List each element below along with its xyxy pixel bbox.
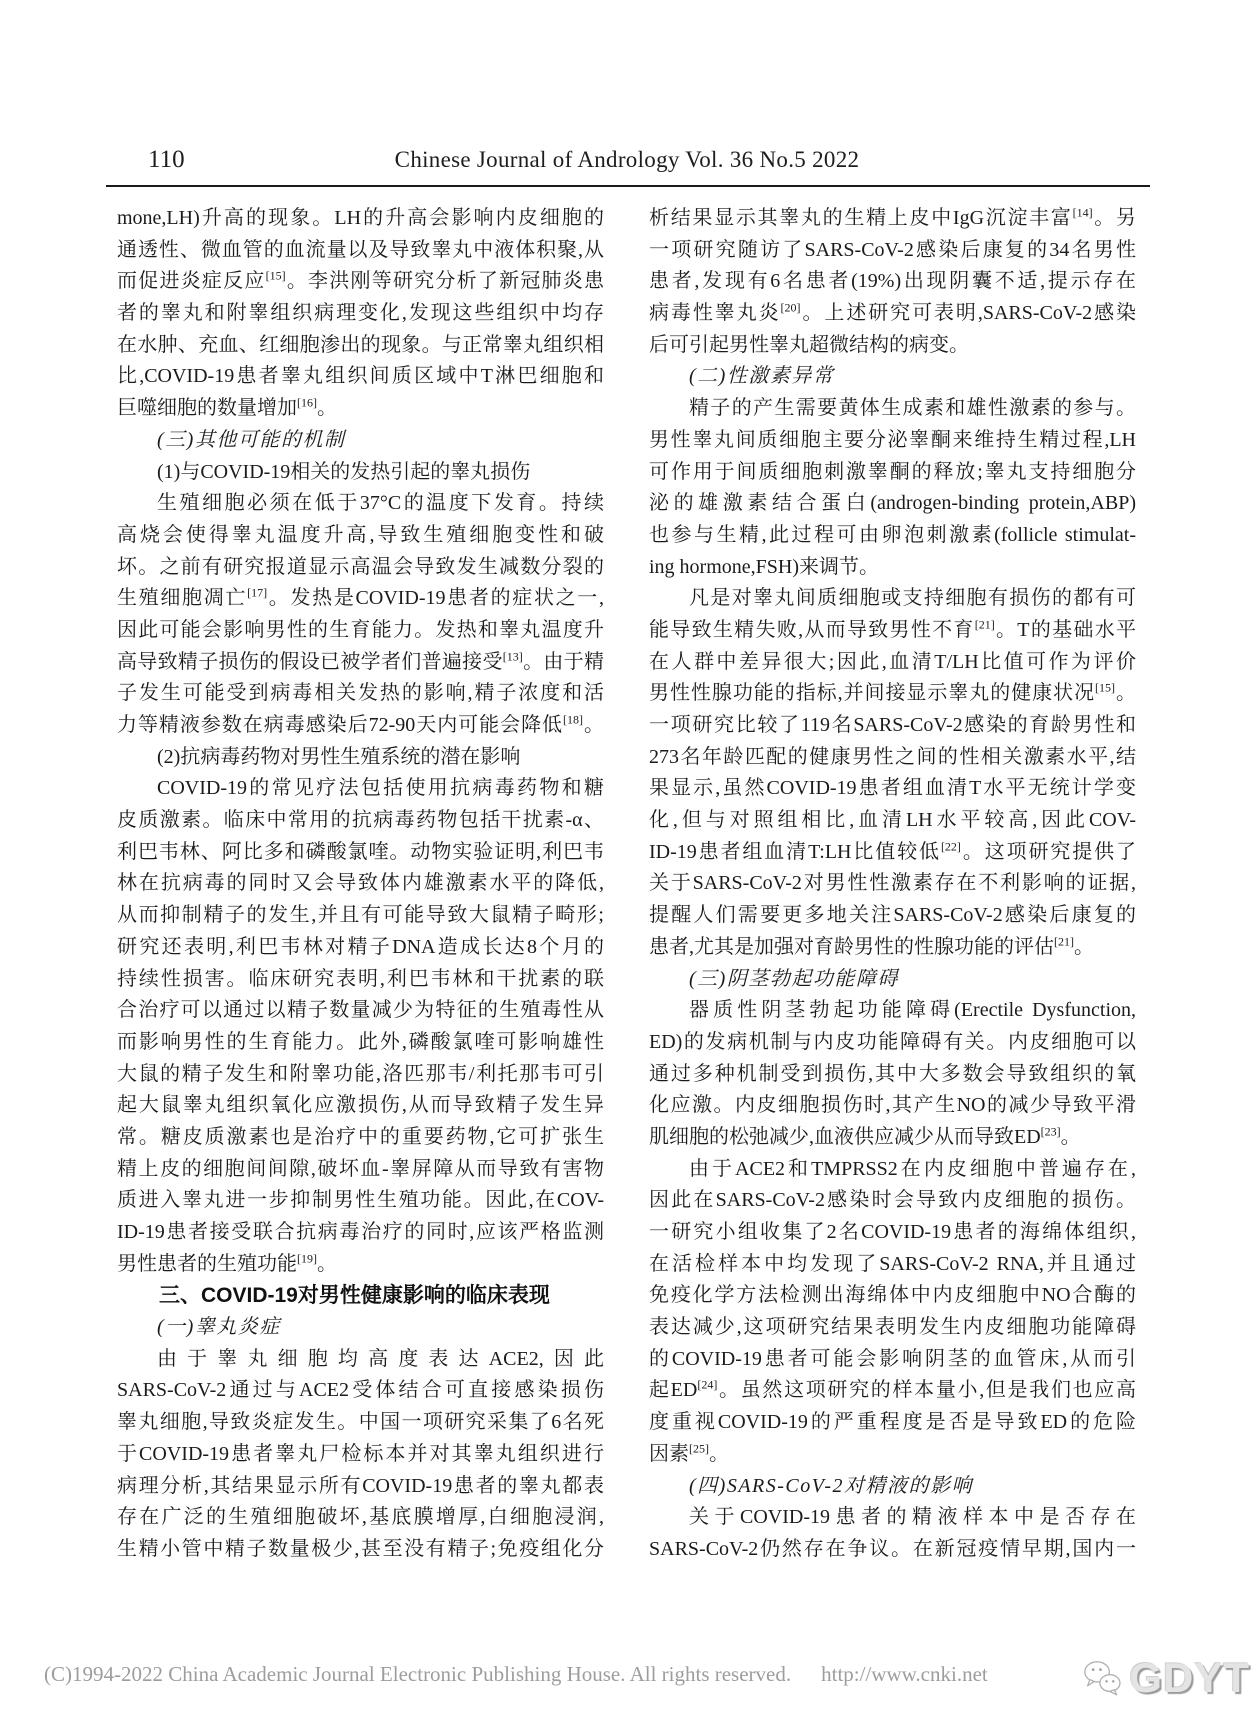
reference-marker: [24] bbox=[697, 1377, 718, 1392]
text-line: 而影响男性的生育能力。此外,磷酸氯喹可影响雄性 bbox=[117, 1030, 604, 1053]
text-line: 起大鼠睾丸组织氧化应激损伤,从而导致精子发生异 bbox=[117, 1094, 604, 1117]
text-line: 力等精液参数在病毒感染后72-90天内可能会降低[18]。 bbox=[117, 712, 604, 736]
section-heading: 三、COVID-19对男性健康影响的临床表现 bbox=[159, 1284, 550, 1308]
reference-marker: [15] bbox=[265, 268, 286, 283]
text-line: 在活检样本中均发现了SARS-CoV-2 RNA,并且通过 bbox=[649, 1252, 1136, 1275]
text-line: 通过多种机制受到损伤,其中大多数会导致组织的氧 bbox=[649, 1062, 1136, 1085]
text-line: 而促进炎症反应[15]。李洪刚等研究分析了新冠肺炎患 bbox=[117, 268, 604, 293]
text-line: 器质性阴茎勃起功能障碍(Erectile Dysfunction, bbox=[689, 999, 1136, 1022]
gdyt-logo bbox=[1082, 1634, 1250, 1722]
text-line: 一研究小组收集了2名COVID-19患者的海绵体组织, bbox=[649, 1221, 1136, 1243]
text-line: 化应激。内皮细胞损伤时,其产生NO的减少导致平滑 bbox=[649, 1094, 1136, 1117]
text-line: 析结果显示其睾丸的生精上皮中IgG沉淀丰富[14]。另 bbox=[649, 205, 1136, 229]
reference-marker: [21] bbox=[974, 617, 995, 632]
subsection-heading: (一)睾丸炎症 bbox=[157, 1316, 281, 1339]
text-line: 利巴韦林、阿比多和磷酸氯喹。动物实验证明,利巴韦 bbox=[117, 840, 604, 863]
page-number: 110 bbox=[148, 146, 185, 173]
text-line: 者的睾丸和附睾组织病理变化,发现这些组织中均存 bbox=[117, 302, 604, 325]
reference-marker: [15] bbox=[1095, 680, 1116, 695]
text-line: ID-19患者组血清T:LH比值较低[22]。这项研究提供了 bbox=[649, 839, 1136, 863]
text-line: (1)与COVID-19相关的发热引起的睾丸损伤 bbox=[157, 460, 531, 483]
text-line: 研究还表明,利巴韦林对精子DNA造成长达8个月的 bbox=[117, 935, 604, 958]
text-line: 后可引起男性睾丸超微结构的病变。 bbox=[649, 333, 969, 356]
footer-url: http://www.cnki.net bbox=[821, 1662, 988, 1686]
text-line: 皮质激素。临床中常用的抗病毒药物包括干扰素-α、 bbox=[117, 809, 604, 832]
reference-marker: [17] bbox=[247, 585, 268, 600]
text-line: 男性患者的生殖功能[19]。 bbox=[117, 1251, 337, 1275]
text-line: 巨噬细胞的数量增加[16]。 bbox=[117, 395, 337, 420]
text-line: 生殖细胞凋亡[17]。发热是COVID-19患者的症状之一, bbox=[117, 585, 604, 610]
subsection-heading: (三)阴茎勃起功能障碍 bbox=[689, 967, 899, 990]
text-line: 林在抗病毒的同时又会导致体内雄激素水平的降低, bbox=[117, 872, 604, 895]
text-line: 质进入睾丸进一步抑制男性生殖功能。因此,在COV- bbox=[117, 1189, 604, 1212]
text-line: 生精小管中精子数量极少,甚至没有精子;免疫组化分 bbox=[117, 1537, 604, 1560]
text-line: 提醒人们需要更多地关注SARS-CoV-2感染后康复的 bbox=[649, 904, 1136, 927]
text-line: 高烧会使得睾丸温度升高,导致生殖细胞变性和破 bbox=[117, 523, 604, 546]
wechat-bubbles-icon bbox=[1082, 1645, 1123, 1711]
text-line: ing hormone,FSH)来调节。 bbox=[649, 555, 879, 578]
text-line: 273名年龄匹配的健康男性之间的性相关激素水平,结 bbox=[649, 745, 1136, 768]
text-line: 患者,尤其是加强对育龄男性的性腺功能的评估[21]。 bbox=[649, 934, 1094, 958]
gdyt-logo-text: GDYT bbox=[1129, 1654, 1250, 1701]
reference-marker: [19] bbox=[297, 1251, 317, 1266]
reference-marker: [16] bbox=[297, 395, 317, 410]
text-line: SARS-CoV-2通过与ACE2受体结合可直接感染损伤 bbox=[117, 1379, 604, 1402]
text-line: 表达减少,这项研究结果表明发生内皮细胞功能障碍 bbox=[649, 1316, 1136, 1339]
reference-marker: [14] bbox=[1072, 205, 1093, 220]
text-line: 起ED[24]。虽然这项研究的样本量小,但是我们也应高 bbox=[649, 1377, 1136, 1402]
text-line: 比,COVID-19患者睾丸组织间质区域中T淋巴细胞和 bbox=[117, 365, 604, 388]
text-line: 关于SARS-CoV-2对男性性激素存在不利影响的证据, bbox=[649, 872, 1136, 895]
reference-marker: [22] bbox=[940, 839, 961, 854]
text-line: 由于ACE2和TMPRSS2在内皮细胞中普遍存在, bbox=[689, 1157, 1136, 1180]
text-line: 患者,发现有6名患者(19%)出现阴囊不适,提示存在 bbox=[649, 270, 1136, 293]
text-line: 睾丸细胞,导致炎症发生。中国一项研究采集了6名死 bbox=[117, 1411, 604, 1434]
subsection-heading: (三)其他可能的机制 bbox=[157, 428, 346, 451]
copyright-text: (C)1994-2022 China Academic Journal Electronic Publishing House. All rights reserved. bbox=[44, 1662, 792, 1686]
text-line: 子发生可能受到病毒相关发热的影响,精子浓度和活 bbox=[117, 682, 604, 705]
text-line: 持续性损害。临床研究表明,利巴韦林和干扰素的联 bbox=[117, 967, 604, 990]
text-line: 因此可能会影响男性的生育能力。发热和睾丸温度升 bbox=[117, 618, 604, 641]
text-line: (2)抗病毒药物对男性生殖系统的潜在影响 bbox=[157, 745, 521, 768]
text-line: 病理分析,其结果显示所有COVID-19患者的睾丸都表 bbox=[117, 1474, 604, 1497]
text-line: SARS-CoV-2仍然存在争议。在新冠疫情早期,国内一 bbox=[649, 1537, 1136, 1560]
text-line: mone,LH)升高的现象。LH的升高会影响内皮细胞的 bbox=[117, 207, 604, 229]
page-footer bbox=[44, 1662, 988, 1687]
text-line: 常。糖皮质激素也是治疗中的重要药物,它可扩张生 bbox=[117, 1125, 604, 1148]
journal-title: Chinese Journal of Andrology Vol. 36 No.5 2022 bbox=[394, 147, 860, 172]
reference-marker: [25] bbox=[689, 1441, 709, 1456]
text-line: 因素[25]。 bbox=[649, 1441, 729, 1465]
text-line: 合治疗可以通过以精子数量减少为特征的生殖毒性从 bbox=[117, 999, 604, 1022]
text-line: ED)的发病机制与内皮功能障碍有关。内皮细胞可以 bbox=[649, 1030, 1136, 1053]
text-line: 一项研究随访了SARS-CoV-2感染后康复的34名男性 bbox=[649, 238, 1136, 261]
left-column bbox=[117, 203, 604, 1566]
text-line: 大鼠的精子发生和附睾功能,洛匹那韦/利托那韦可引 bbox=[117, 1062, 604, 1085]
text-line: 肌细胞的松弛减少,血液供应减少从而导致ED[23]。 bbox=[649, 1124, 1081, 1148]
text-line: 通透性、微血管的血流量以及导致睾丸中液体积聚,从 bbox=[117, 238, 604, 261]
text-line: 一项研究比较了119名SARS-CoV-2感染的育龄男性和 bbox=[649, 714, 1136, 736]
text-line: 关于COVID-19患者的精液样本中是否存在 bbox=[689, 1506, 1136, 1529]
text-line: ID-19患者接受联合抗病毒治疗的同时,应该严格监测 bbox=[117, 1221, 604, 1243]
reference-marker: [23] bbox=[1040, 1124, 1061, 1139]
text-line: 在人群中差异很大;因此,血清T/LH比值可作为评价 bbox=[649, 650, 1136, 673]
text-line: 男性睾丸间质细胞主要分泌睾酮来维持生精过程,LH bbox=[649, 428, 1136, 451]
text-line: 化,但与对照组相比,血清LH水平较高,因此COV- bbox=[649, 809, 1136, 832]
text-line: 精子的产生需要黄体生成素和雄性激素的参与。 bbox=[689, 397, 1136, 420]
text-line: 男性性腺功能的指标,并间接显示睾丸的健康状况[15]。 bbox=[649, 680, 1136, 705]
text-line: COVID-19的常见疗法包括使用抗病毒药物和糖 bbox=[157, 777, 604, 800]
reference-marker: [13] bbox=[502, 648, 523, 663]
text-line: 泌的雄激素结合蛋白(androgen-binding protein,ABP) bbox=[649, 492, 1136, 515]
text-line: 存在广泛的生殖细胞破坏,基底膜增厚,白细胞浸润, bbox=[117, 1506, 604, 1529]
text-line: 也参与生精,此过程可由卵泡刺激素(follicle stimulat- bbox=[649, 523, 1136, 546]
reference-marker: [21] bbox=[1054, 934, 1074, 949]
text-line: 于COVID-19患者睾丸尸检标本并对其睾丸组织进行 bbox=[117, 1442, 604, 1465]
text-line: 生殖细胞必须在低于37°C的温度下发育。持续 bbox=[157, 492, 604, 515]
text-line: 精上皮的细胞间间隙,破坏血-睾屏障从而导致有害物 bbox=[117, 1157, 604, 1180]
text-line: 病毒性睾丸炎[20]。上述研究可表明,SARS-CoV-2感染 bbox=[649, 300, 1136, 325]
header-rule bbox=[106, 185, 1150, 187]
text-line: 的COVID-19患者可能会影响阴茎的血管床,从而引 bbox=[649, 1347, 1136, 1370]
text-line: 由于睾丸细胞均高度表达ACE2,因此 bbox=[157, 1347, 604, 1370]
text-line: 坏。之前有研究报道显示高温会导致发生减数分裂的 bbox=[117, 555, 604, 578]
text-line: 能导致生精失败,从而导致男性不育[21]。T的基础水平 bbox=[649, 617, 1136, 641]
text-line: 免疫化学方法检测出海绵体中内皮细胞中NO合酶的 bbox=[649, 1284, 1136, 1307]
subsection-heading: (二)性激素异常 bbox=[689, 365, 835, 388]
reference-marker: [20] bbox=[780, 300, 801, 315]
subsection-heading: (四)SARS-CoV-2对精液的影响 bbox=[689, 1474, 974, 1497]
text-line: 因此在SARS-CoV-2感染时会导致内皮细胞的损伤。 bbox=[649, 1189, 1136, 1212]
text-line: 可作用于间质细胞刺激睾酮的释放;睾丸支持细胞分 bbox=[649, 460, 1136, 483]
text-line: 从而抑制精子的发生,并且有可能导致大鼠精子畸形; bbox=[117, 904, 604, 927]
right-column bbox=[649, 203, 1136, 1566]
text-line: 度重视COVID-19的严重程度是否是导致ED的危险 bbox=[649, 1411, 1136, 1434]
text-line: 果显示,虽然COVID-19患者组血清T水平无统计学变 bbox=[649, 777, 1136, 800]
text-line: 在水肿、充血、红细胞渗出的现象。与正常睾丸组织相 bbox=[117, 333, 604, 356]
reference-marker: [18] bbox=[563, 712, 584, 727]
text-line: 高导致精子损伤的假设已被学者们普遍接受[13]。由于精 bbox=[117, 648, 604, 673]
text-line: 凡是对睾丸间质细胞或支持细胞有损伤的都有可 bbox=[689, 587, 1136, 610]
